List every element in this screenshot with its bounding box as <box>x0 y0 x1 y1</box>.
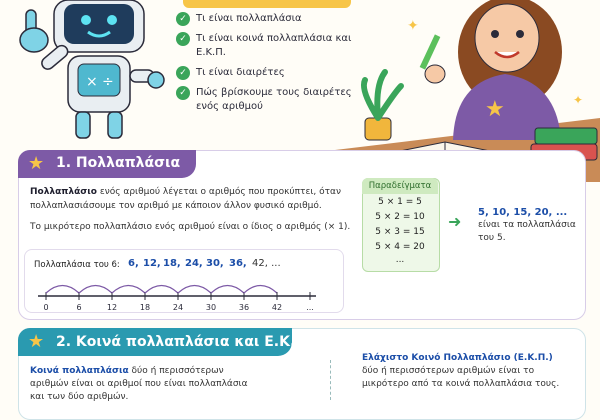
lcm-text: δύο ή περισσότερων αριθμών είναι το μικρότερο από τα κοινά πολλαπλάσια τους. <box>362 366 560 389</box>
divider <box>330 360 331 400</box>
examples-title: Παραδείγματα <box>362 178 438 194</box>
multiple-value: 18, <box>163 258 181 269</box>
number-line-jump-arc <box>145 286 178 294</box>
multiple-value: 12, <box>143 258 161 269</box>
topic-label: Πώς βρίσκουμε τους διαιρέτες ενός αριθμού <box>196 87 352 112</box>
star-icon: ★ <box>28 153 45 174</box>
number-line-tick-label: 36 <box>238 303 250 312</box>
svg-text:×: × <box>86 74 98 90</box>
number-line-jump-arc <box>46 286 79 294</box>
svg-text:÷: ÷ <box>102 74 114 90</box>
number-line-tick-label: ... <box>306 303 314 312</box>
example-row: 5 × 2 = 10 <box>375 212 425 222</box>
multiple-value: 36, <box>229 258 247 269</box>
lcm-definition <box>362 352 562 391</box>
topic-label: Τι είναι διαιρέτες <box>196 67 285 78</box>
definition-term: Κοινά πολλαπλάσια <box>30 366 129 376</box>
arrow-right-icon: ➜ <box>448 212 462 231</box>
definition-term: Πολλαπλάσιο <box>30 187 97 197</box>
number-line-tick-label: 30 <box>205 303 217 312</box>
multiple-value: 24, <box>185 258 203 269</box>
number-line-jump-arc <box>112 286 145 294</box>
number-line-jump-arc <box>79 286 112 294</box>
number-line-jump-arc <box>178 286 211 294</box>
number-line-jump-arc <box>211 286 244 294</box>
svg-text:✦: ✦ <box>407 18 419 34</box>
multiple-value: 6, <box>128 258 139 269</box>
check-circle-icon: ✓ <box>176 12 190 26</box>
robot-illustration <box>6 0 176 150</box>
check-circle-icon: ✓ <box>176 66 190 80</box>
example-row: ... <box>395 255 405 265</box>
star-icon: ★ <box>28 331 45 352</box>
number-line-tick-label: 6 <box>76 303 82 312</box>
number-line <box>24 268 342 312</box>
result-text: είναι τα πολλαπλάσια του 5. <box>478 220 576 243</box>
number-line-jump-arc <box>244 286 277 294</box>
multiple-value: 42, ... <box>252 258 281 269</box>
definition-text: ενός αριθμού λέγεται ο αριθμός που προκύπτει, όταν πολλαπλασιάσουμε τον αριθμό με κάποιον άλλον φυσικό αριθμό. <box>30 187 341 211</box>
example-row: 5 × 4 = 20 <box>375 242 425 252</box>
topic-label: Τι είναι κοινά πολλαπλάσια και Ε.Κ.Π. <box>196 33 352 58</box>
number-line-tick-label: 0 <box>43 303 49 312</box>
common-multiples-definition <box>30 365 260 404</box>
section-title: 1. Πολλαπλάσια <box>56 155 181 171</box>
number-line-tick-label: 24 <box>172 303 184 312</box>
check-circle-icon: ✓ <box>176 32 190 46</box>
number-line-label: Πολλαπλάσια του 6: <box>34 260 120 270</box>
lcm-heading: Ελάχιστο Κοινό Πολλαπλάσιο (Ε.Κ.Π.) <box>362 353 553 363</box>
multiple-value: 30, <box>206 258 224 269</box>
example-row: 5 × 1 = 5 <box>378 197 422 207</box>
section-title: 2. Κοινά πολλαπλάσια και Ε.Κ.Π. <box>56 334 313 350</box>
definition-text: δύο ή περισσότερων αριθμών είναι οι αριθμοί που είναι πολλαπλάσια και των δύο αριθμών. <box>30 366 248 402</box>
svg-text:★: ★ <box>485 97 505 122</box>
result-numbers: 5, 10, 15, 20, ... <box>478 207 568 218</box>
example-result <box>478 206 588 245</box>
check-circle-icon: ✓ <box>176 86 190 100</box>
multiples-definition <box>30 185 360 213</box>
number-line-tick-label: 18 <box>139 303 151 312</box>
example-row: 5 × 3 = 15 <box>375 227 425 237</box>
number-line-tick-label: 12 <box>106 303 118 312</box>
smallest-multiple-note: Το μικρότερο πολλαπλάσιο ενός αριθμού είναι ο ίδιος ο αριθμός (× 1). <box>30 222 351 232</box>
svg-text:✦: ✦ <box>573 93 584 107</box>
topics-banner <box>183 0 351 8</box>
topic-label: Τι είναι πολλαπλάσια <box>196 13 302 24</box>
number-line-tick-label: 42 <box>271 303 283 312</box>
